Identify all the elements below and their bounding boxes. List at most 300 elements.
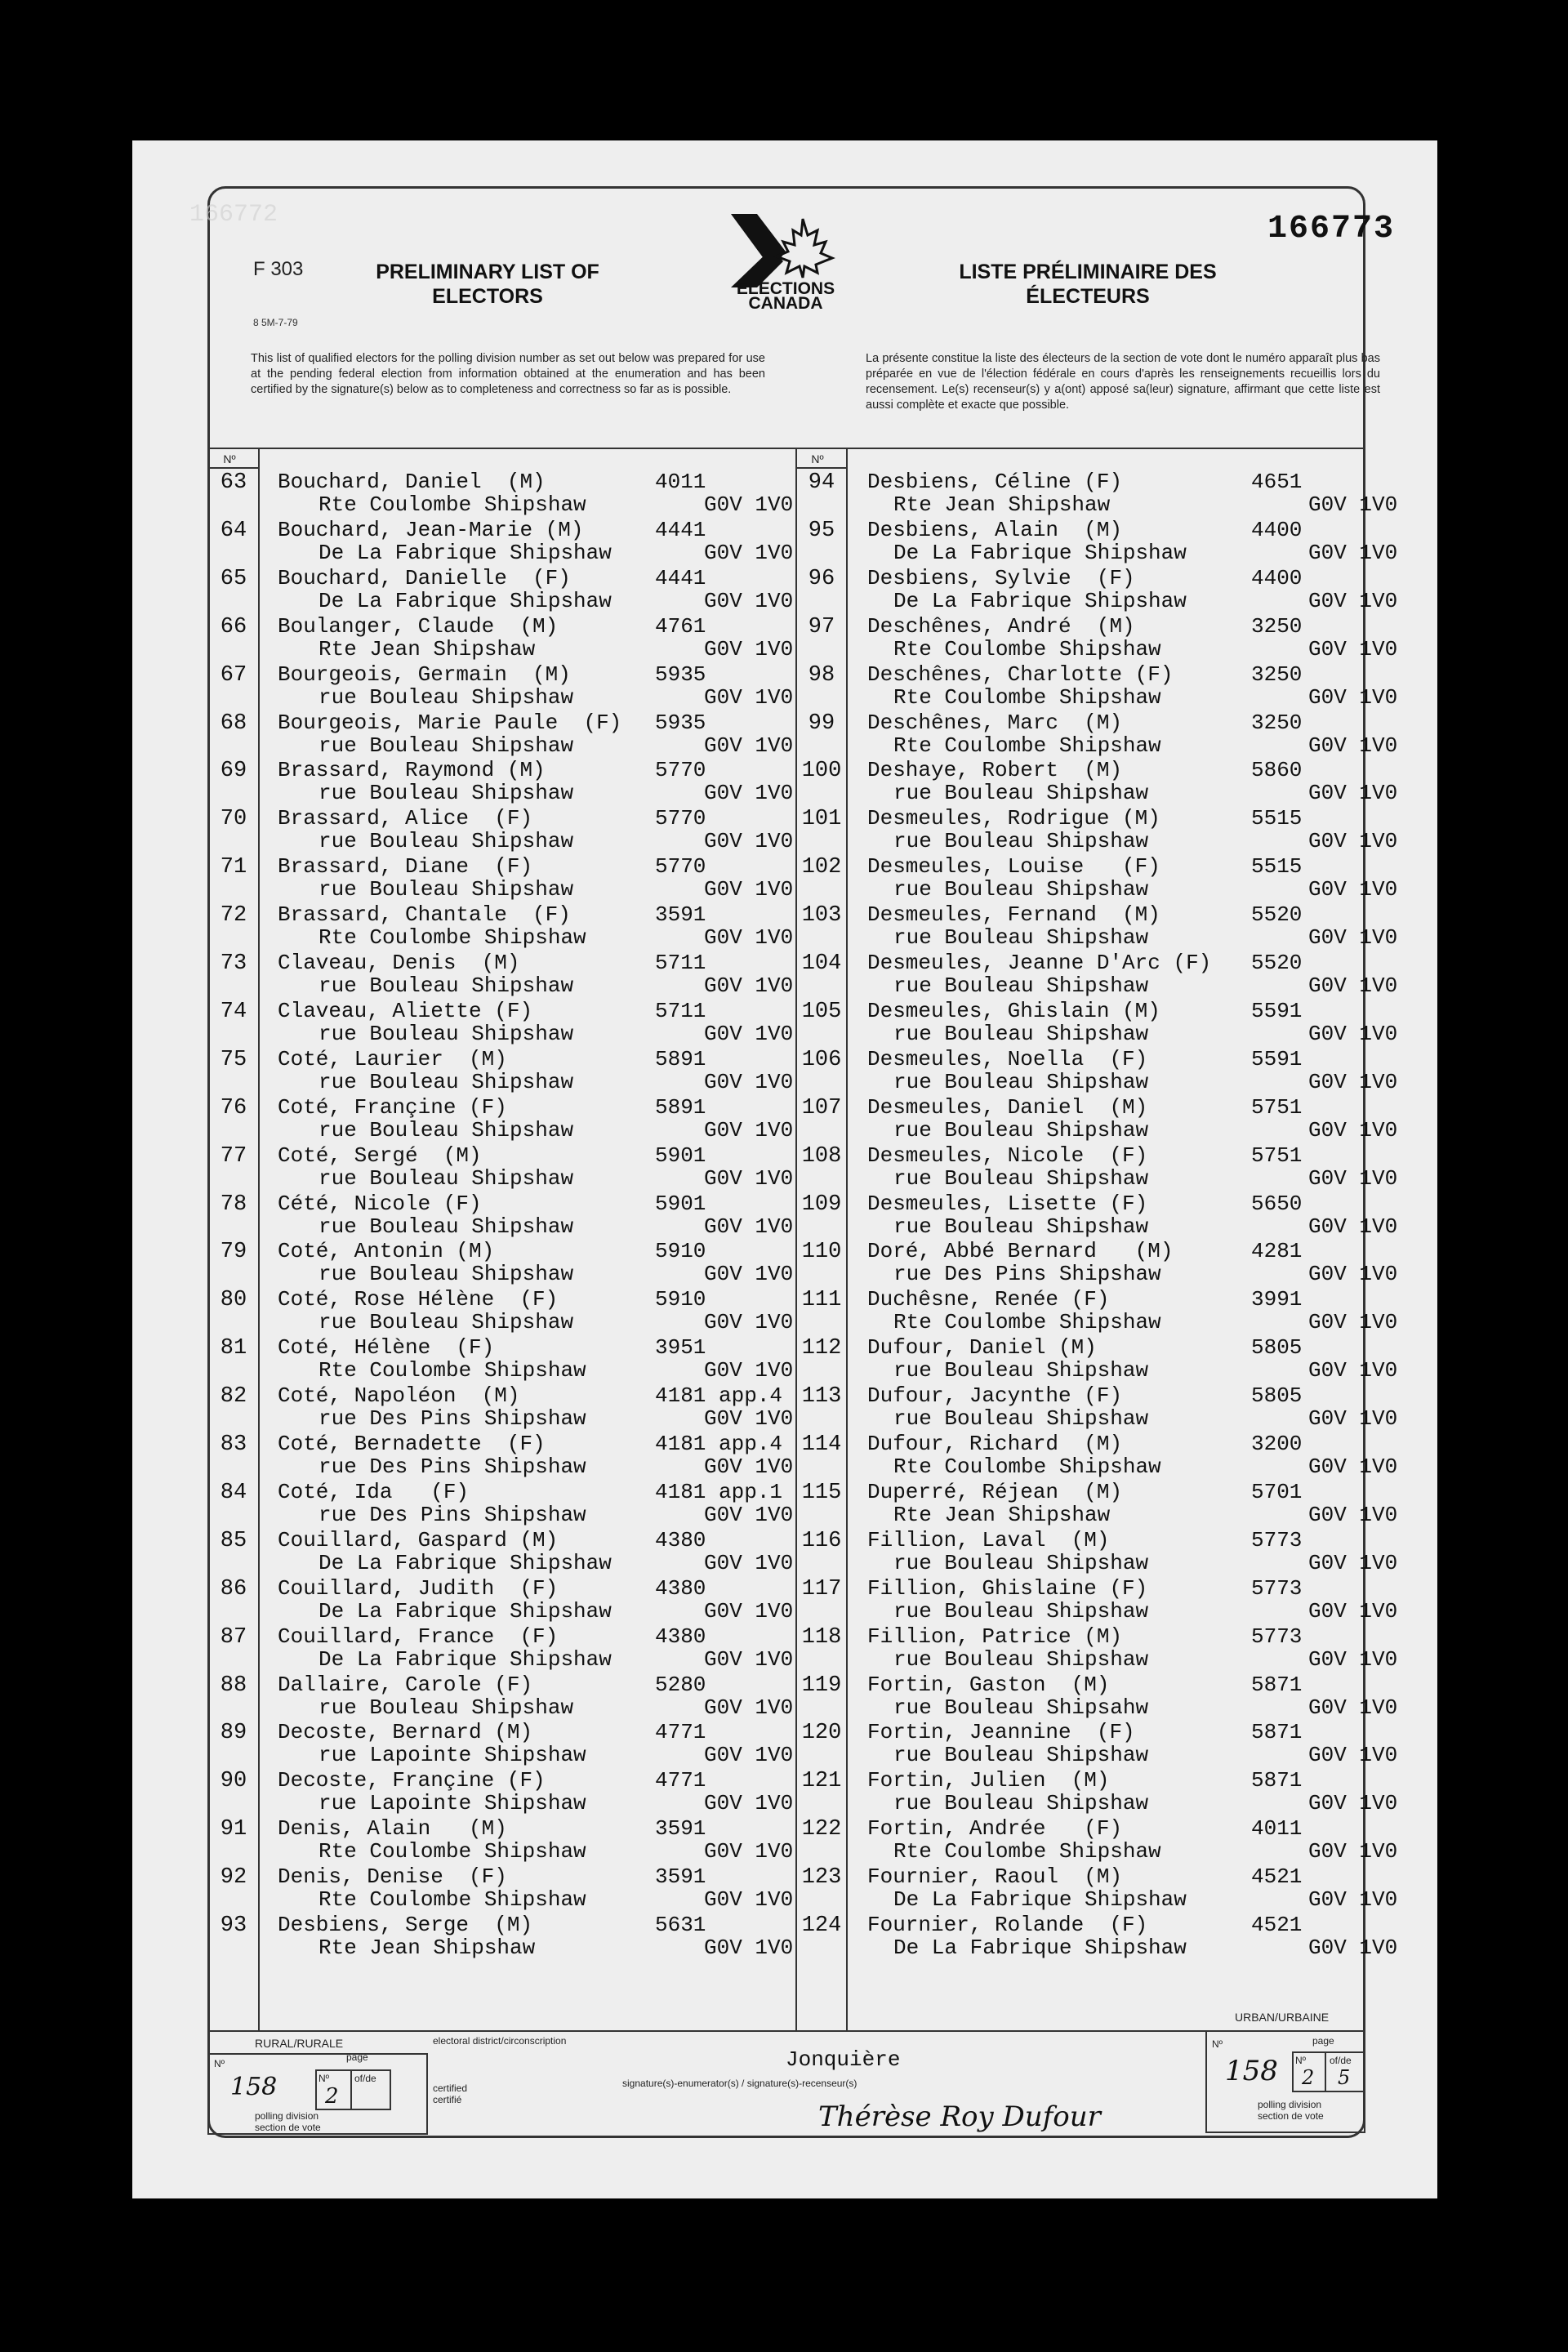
elector-number: 72 xyxy=(220,903,247,929)
elector-postal-code: G0V 1V0 xyxy=(704,877,794,902)
elector-number: 119 xyxy=(801,1673,842,1698)
elector-number: 81 xyxy=(220,1336,247,1361)
elector-street: rue Des Pins Shipshaw xyxy=(318,1502,586,1527)
elector-house-number: 4771 xyxy=(655,1768,706,1793)
elector-number: 69 xyxy=(220,759,247,784)
elector-name: Claveau, Denis (M) xyxy=(278,951,520,975)
elector-house-number: 4380 xyxy=(655,1624,706,1649)
elector-house-number: 5711 xyxy=(655,951,706,975)
rural-page-no-label: Nº xyxy=(318,2073,330,2084)
elector-name: Desmeules, Ghislain (M) xyxy=(867,998,1160,1023)
elector-house-number: 4181 app.1 xyxy=(655,1479,783,1504)
elector-house-number: 4380 xyxy=(655,1527,706,1552)
elector-postal-code: G0V 1V0 xyxy=(1308,636,1398,662)
elector-house-number: 5860 xyxy=(1251,758,1303,783)
elector-street: rue Bouleau Shipshaw xyxy=(893,1791,1149,1816)
elector-house-number: 4380 xyxy=(655,1575,706,1601)
elector-name: Duchêsne, Renée (F) xyxy=(867,1287,1110,1312)
elector-house-number: 5910 xyxy=(655,1239,706,1264)
elector-street: rue Bouleau Shipshaw xyxy=(893,1358,1149,1383)
elector-street: De La Fabrique Shipshaw xyxy=(318,1646,612,1672)
urban-of-label: of/de xyxy=(1330,2055,1352,2066)
elector-name: Desbiens, Serge (M) xyxy=(278,1913,533,1937)
elector-number: 124 xyxy=(801,1913,842,1938)
elector-house-number: 5805 xyxy=(1251,1383,1303,1409)
elector-name: Desmeules, Fernand (M) xyxy=(867,902,1160,928)
elector-name: Deschênes, Marc (M) xyxy=(867,710,1123,735)
elector-postal-code: G0V 1V0 xyxy=(704,1791,794,1816)
elector-postal-code: G0V 1V0 xyxy=(704,1550,794,1575)
elector-street: Rte Jean Shipshaw xyxy=(893,492,1111,517)
form-print-date: 8 5M-7-79 xyxy=(253,317,298,328)
elector-house-number: 5773 xyxy=(1251,1624,1303,1649)
elector-postal-code: G0V 1V0 xyxy=(1308,1310,1398,1335)
elector-name: Fortin, Julien (M) xyxy=(867,1768,1110,1793)
signature-label: signature(s)-enumerator(s) / signature(s)-recenseur(s) xyxy=(622,2078,858,2089)
elector-street: Rte Coulombe Shipshaw xyxy=(318,1839,586,1864)
elector-name: Dufour, Richard (M) xyxy=(867,1432,1123,1456)
elector-number: 93 xyxy=(220,1913,247,1938)
elector-name: Desmeules, Rodrigue (M) xyxy=(867,806,1160,831)
elector-postal-code: G0V 1V0 xyxy=(704,1069,794,1094)
elector-street: rue Lapointe Shipshaw xyxy=(318,1743,586,1768)
elector-name: Coté, Bernadette (F) xyxy=(278,1432,546,1456)
elector-postal-code: G0V 1V0 xyxy=(704,1165,794,1191)
elector-name: Coté, Laurier (M) xyxy=(278,1046,507,1071)
header-divider xyxy=(207,448,1365,449)
elector-street: rue Lapointe Shipshaw xyxy=(318,1791,586,1816)
elector-street: rue Bouleau Shipshaw xyxy=(318,1165,574,1191)
elector-name: Brassard, Raymond (M) xyxy=(278,758,546,783)
elector-number: 85 xyxy=(220,1528,247,1553)
elector-house-number: 5520 xyxy=(1251,951,1303,975)
elector-postal-code: G0V 1V0 xyxy=(1308,781,1398,806)
elector-house-number: 5701 xyxy=(1251,1479,1303,1504)
elector-name: Claveau, Aliette (F) xyxy=(278,998,533,1023)
elector-street: rue Bouleau Shipshaw xyxy=(318,973,574,998)
elector-postal-code: G0V 1V0 xyxy=(1308,1695,1398,1720)
elector-street: Rte Jean Shipshaw xyxy=(893,1502,1111,1527)
elector-postal-code: G0V 1V0 xyxy=(704,588,794,613)
elector-number: 113 xyxy=(801,1384,842,1410)
elector-name: Cété, Nicole (F) xyxy=(278,1191,482,1216)
elector-house-number: 3591 xyxy=(655,902,706,928)
elector-postal-code: G0V 1V0 xyxy=(1308,1791,1398,1816)
elector-house-number: 3200 xyxy=(1251,1432,1303,1456)
elector-house-number: 4521 xyxy=(1251,1864,1303,1890)
elector-name: Decoste, Bernard (M) xyxy=(278,1720,533,1745)
elector-street: rue Bouleau Shipshaw xyxy=(893,1743,1149,1768)
elector-postal-code: G0V 1V0 xyxy=(1308,1165,1398,1191)
elector-street: rue Bouleau Shipshaw xyxy=(893,1550,1149,1575)
elector-name: Dufour, Jacynthe (F) xyxy=(867,1383,1123,1409)
elector-street: Rte Jean Shipshaw xyxy=(318,1936,536,1960)
elector-postal-code: G0V 1V0 xyxy=(704,925,794,951)
elector-name: Fortin, Jeannine (F) xyxy=(867,1720,1135,1745)
elector-name: Deshaye, Robert (M) xyxy=(867,758,1123,783)
intro-text-english: This list of qualified electors for the polling division number as set out below was prepared for use at the pending federal election from information obtained at the enumeration and has been certified by the signature(s) below as to completeness and correctness so far as is possible. xyxy=(251,352,765,396)
rural-label: RURAL/RURALE xyxy=(255,2037,344,2050)
elector-postal-code: G0V 1V0 xyxy=(1308,1550,1398,1575)
elector-postal-code: G0V 1V0 xyxy=(704,1117,794,1143)
elector-number: 80 xyxy=(220,1288,247,1313)
elector-postal-code: G0V 1V0 xyxy=(1308,540,1398,565)
elector-name: Coté, Ida (F) xyxy=(278,1479,470,1504)
elector-name: Brassard, Chantale (F) xyxy=(278,902,571,928)
elector-house-number: 5591 xyxy=(1251,1046,1303,1071)
elector-street: rue Bouleau Shipshaw xyxy=(893,1117,1149,1143)
elector-number: 114 xyxy=(801,1432,842,1457)
elector-number: 88 xyxy=(220,1673,247,1698)
elector-number: 95 xyxy=(808,518,835,543)
elector-name: Desmeules, Lisette (F) xyxy=(867,1191,1148,1216)
elector-postal-code: G0V 1V0 xyxy=(1308,1598,1398,1624)
rural-polling-number: 158 xyxy=(230,2073,278,2101)
elector-number: 123 xyxy=(801,1865,842,1891)
elector-street: rue Bouleau Shipshaw xyxy=(893,1598,1149,1624)
elector-street: rue Bouleau Shipshaw xyxy=(318,829,574,854)
elector-street: rue Bouleau Shipshaw xyxy=(893,829,1149,854)
elector-postal-code: G0V 1V0 xyxy=(1308,1936,1398,1960)
elector-postal-code: G0V 1V0 xyxy=(1308,1887,1398,1913)
elector-number: 109 xyxy=(801,1192,842,1217)
elector-number: 102 xyxy=(801,855,842,880)
elections-canada-logo xyxy=(724,212,847,310)
elector-name: Desbiens, Céline (F) xyxy=(867,470,1123,494)
elector-postal-code: G0V 1V0 xyxy=(704,829,794,854)
elector-postal-code: G0V 1V0 xyxy=(1308,1069,1398,1094)
elector-number: 74 xyxy=(220,999,247,1024)
elector-postal-code: G0V 1V0 xyxy=(704,1887,794,1913)
title-english: PRELIMINARY LIST OF ELECTORS xyxy=(376,261,599,308)
elector-name: Bourgeois, Marie Paule (F) xyxy=(278,710,622,735)
left-number-header: Nº xyxy=(223,452,236,466)
elector-name: Coté, Hélène (F) xyxy=(278,1335,495,1361)
elector-number: 87 xyxy=(220,1624,247,1650)
elector-number: 107 xyxy=(801,1095,842,1120)
elector-postal-code: G0V 1V0 xyxy=(1308,925,1398,951)
elector-postal-code: G0V 1V0 xyxy=(704,1646,794,1672)
elector-number: 90 xyxy=(220,1769,247,1794)
elector-number: 82 xyxy=(220,1384,247,1410)
elector-name: Deschênes, Charlotte (F) xyxy=(867,662,1174,687)
elector-postal-code: G0V 1V0 xyxy=(704,1214,794,1239)
elector-name: Coté, Françine (F) xyxy=(278,1094,507,1120)
elector-name: Fortin, Andrée (F) xyxy=(867,1816,1123,1842)
elector-street: rue Bouleau Shipshaw xyxy=(318,1214,574,1239)
elector-postal-code: G0V 1V0 xyxy=(704,733,794,758)
elector-house-number: 5871 xyxy=(1251,1672,1303,1697)
urban-page-number: 2 xyxy=(1302,2066,1315,2089)
elector-house-number: 5711 xyxy=(655,998,706,1023)
urban-label: URBAN/URBAINE xyxy=(1235,2011,1330,2024)
elector-number: 104 xyxy=(801,951,842,976)
elector-street: De La Fabrique Shipshaw xyxy=(893,540,1187,565)
elector-number: 67 xyxy=(220,662,247,688)
elector-street: De La Fabrique Shipshaw xyxy=(893,1936,1187,1960)
elector-house-number: 5910 xyxy=(655,1287,706,1312)
elector-house-number: 4400 xyxy=(1251,517,1303,542)
elector-house-number: 5280 xyxy=(655,1672,706,1697)
elector-street: Rte Coulombe Shipshaw xyxy=(893,1454,1161,1479)
elector-street: rue Bouleau Shipshaw xyxy=(318,1117,574,1143)
middle-column-rule-right xyxy=(846,448,848,2030)
elector-postal-code: G0V 1V0 xyxy=(704,1598,794,1624)
elector-postal-code: G0V 1V0 xyxy=(1308,1358,1398,1383)
intro-text-french: La présente constitue la liste des électeurs de la section de vote dont le numéro apparaît plus bas préparée en vue de l'élection fédérale en cours d'après les renseignements recueillis lors du recensement. Le(s) recenseur(s) y a(ont) apposé sa(leur) signature, affirmant que cette liste est aussi complète et exacte que possible. xyxy=(866,352,1380,412)
left-number-column-rule xyxy=(258,448,260,2030)
rural-no-label: Nº xyxy=(214,2058,225,2069)
elector-name: Dufour, Daniel (M) xyxy=(867,1335,1097,1361)
elector-number: 96 xyxy=(808,566,835,591)
elector-house-number: 4441 xyxy=(655,565,706,590)
elector-house-number: 4400 xyxy=(1251,565,1303,590)
elector-name: Decoste, Françine (F) xyxy=(278,1768,546,1793)
serial-number: 166773 xyxy=(1267,211,1396,247)
rural-of-label: of/de xyxy=(354,2073,376,2084)
elector-name: Coté, Napoléon (M) xyxy=(278,1383,520,1409)
elector-street: Rte Coulombe Shipshaw xyxy=(893,1839,1161,1864)
elector-postal-code: G0V 1V0 xyxy=(1308,1839,1398,1864)
elector-postal-code: G0V 1V0 xyxy=(1308,1406,1398,1432)
rural-section-de-vote-label: section de vote xyxy=(255,2122,321,2133)
elector-postal-code: G0V 1V0 xyxy=(1308,1021,1398,1046)
elector-number: 101 xyxy=(801,807,842,832)
elector-name: Duperré, Réjean (M) xyxy=(867,1479,1123,1504)
elector-street: rue Bouleau Shipshaw xyxy=(318,684,574,710)
elector-name: Desmeules, Daniel (M) xyxy=(867,1094,1148,1120)
elector-house-number: 5891 xyxy=(655,1094,706,1120)
elector-number: 98 xyxy=(808,662,835,688)
elector-number: 112 xyxy=(801,1336,842,1361)
elector-name: Coté, Sergé (M) xyxy=(278,1143,482,1168)
elector-postal-code: G0V 1V0 xyxy=(704,540,794,565)
elector-street: Rte Coulombe Shipshaw xyxy=(893,733,1161,758)
elector-street: rue Des Pins Shipshaw xyxy=(318,1406,586,1432)
elector-name: Brassard, Diane (F) xyxy=(278,854,533,880)
elector-house-number: 5871 xyxy=(1251,1720,1303,1745)
elector-postal-code: G0V 1V0 xyxy=(704,1358,794,1383)
elector-postal-code: G0V 1V0 xyxy=(1308,492,1398,517)
elector-name: Fillion, Ghislaine (F) xyxy=(867,1575,1148,1601)
elector-number: 105 xyxy=(801,999,842,1024)
elector-street: rue Bouleau Shipshaw xyxy=(893,877,1149,902)
elector-house-number: 5770 xyxy=(655,806,706,831)
elector-number: 99 xyxy=(808,710,835,736)
elector-street: De La Fabrique Shipshaw xyxy=(318,1550,612,1575)
elector-house-number: 4441 xyxy=(655,517,706,542)
elector-number: 77 xyxy=(220,1143,247,1169)
elector-number: 64 xyxy=(220,518,247,543)
elector-name: Fournier, Rolande (F) xyxy=(867,1913,1148,1937)
urban-page-no-label: Nº xyxy=(1295,2055,1307,2066)
elector-street: De La Fabrique Shipshaw xyxy=(318,1598,612,1624)
elector-house-number: 4011 xyxy=(1251,1816,1303,1842)
elector-name: Desmeules, Louise (F) xyxy=(867,854,1160,880)
bleed-through-serial: 166772 xyxy=(189,201,278,229)
voter-list-sheet xyxy=(132,140,1437,2198)
elector-house-number: 5650 xyxy=(1251,1191,1303,1216)
elector-number: 118 xyxy=(801,1624,842,1650)
elector-street: rue Bouleau Shipshaw xyxy=(893,1214,1149,1239)
elector-name: Couillard, Judith (F) xyxy=(278,1575,559,1601)
elector-house-number: 3991 xyxy=(1251,1287,1303,1312)
elector-house-number: 4181 app.4 xyxy=(655,1383,783,1409)
elector-name: Dallaire, Carole (F) xyxy=(278,1672,533,1697)
elector-postal-code: G0V 1V0 xyxy=(704,781,794,806)
elector-street: rue Bouleau Shipshaw xyxy=(318,1069,574,1094)
elector-street: Rte Coulombe Shipshaw xyxy=(893,1310,1161,1335)
elector-street: De La Fabrique Shipshaw xyxy=(893,1887,1187,1913)
elector-postal-code: G0V 1V0 xyxy=(1308,1214,1398,1239)
elector-house-number: 5751 xyxy=(1251,1143,1303,1168)
urban-of-number: 5 xyxy=(1338,2066,1351,2089)
district-value: Jonquière xyxy=(786,2047,901,2072)
elector-name: Bouchard, Jean-Marie (M) xyxy=(278,517,584,542)
elector-house-number: 4281 xyxy=(1251,1239,1303,1264)
elector-street: De La Fabrique Shipshaw xyxy=(318,588,612,613)
elector-name: Desmeules, Noella (F) xyxy=(867,1046,1148,1071)
elector-number: 94 xyxy=(808,470,835,495)
elector-house-number: 5901 xyxy=(655,1191,706,1216)
elector-number: 117 xyxy=(801,1576,842,1601)
elector-postal-code: G0V 1V0 xyxy=(704,973,794,998)
form-code: F 303 xyxy=(253,258,304,280)
elector-number: 70 xyxy=(220,807,247,832)
elector-number: 108 xyxy=(801,1143,842,1169)
elector-number: 79 xyxy=(220,1240,247,1265)
elector-street: rue Bouleau Shipshaw xyxy=(318,1021,574,1046)
elector-name: Couillard, France (F) xyxy=(278,1624,559,1649)
elector-postal-code: G0V 1V0 xyxy=(704,1502,794,1527)
elector-postal-code: G0V 1V0 xyxy=(704,1021,794,1046)
elector-postal-code: G0V 1V0 xyxy=(704,684,794,710)
elector-street: Rte Coulombe Shipshaw xyxy=(318,492,586,517)
elector-house-number: 4521 xyxy=(1251,1913,1303,1937)
elector-name: Doré, Abbé Bernard (M) xyxy=(867,1239,1174,1264)
elector-name: Boulanger, Claude (M) xyxy=(278,613,559,639)
elector-name: Coté, Rose Hélène (F) xyxy=(278,1287,559,1312)
elector-number: 91 xyxy=(220,1817,247,1842)
elector-postal-code: G0V 1V0 xyxy=(704,1406,794,1432)
elector-house-number: 3591 xyxy=(655,1864,706,1890)
elector-name: Desbiens, Sylvie (F) xyxy=(867,565,1135,590)
elector-street: rue Bouleau Shipshaw xyxy=(893,973,1149,998)
urban-polling-division-label: polling division xyxy=(1258,2099,1322,2110)
elector-postal-code: G0V 1V0 xyxy=(1308,1743,1398,1768)
elector-number: 84 xyxy=(220,1480,247,1505)
elector-postal-code: G0V 1V0 xyxy=(704,1936,794,1960)
elector-street: rue Bouleau Shipshaw xyxy=(893,925,1149,951)
elector-number: 68 xyxy=(220,710,247,736)
rural-polling-division-label: polling division xyxy=(255,2110,319,2122)
elector-house-number: 5935 xyxy=(655,710,706,735)
elector-number: 120 xyxy=(801,1721,842,1746)
elector-street: rue Bouleau Shipshaw xyxy=(318,781,574,806)
elector-name: Fournier, Raoul (M) xyxy=(867,1864,1123,1890)
elector-postal-code: G0V 1V0 xyxy=(1308,684,1398,710)
elector-street: rue Bouleau Shipshaw xyxy=(318,1695,574,1720)
elector-house-number: 5591 xyxy=(1251,998,1303,1023)
elector-street: rue Bouleau Shipsahw xyxy=(893,1695,1149,1720)
elector-number: 111 xyxy=(801,1288,842,1313)
elector-number: 97 xyxy=(808,614,835,639)
elector-street: Rte Coulombe Shipshaw xyxy=(893,684,1161,710)
elector-number: 65 xyxy=(220,566,247,591)
elector-street: rue Bouleau Shipshaw xyxy=(318,877,574,902)
elector-name: Bouchard, Daniel (M) xyxy=(278,470,546,494)
elector-house-number: 5773 xyxy=(1251,1575,1303,1601)
elector-number: 73 xyxy=(220,951,247,976)
elector-postal-code: G0V 1V0 xyxy=(1308,588,1398,613)
right-number-header: Nº xyxy=(811,452,824,466)
elector-name: Desmeules, Nicole (F) xyxy=(867,1143,1148,1168)
right-number-header-rule xyxy=(795,467,846,469)
elector-house-number: 5751 xyxy=(1251,1094,1303,1120)
elector-postal-code: G0V 1V0 xyxy=(1308,973,1398,998)
elector-house-number: 4181 app.4 xyxy=(655,1432,783,1456)
elector-number: 71 xyxy=(220,855,247,880)
rural-page-label: page xyxy=(346,2051,368,2063)
elector-street: Rte Coulombe Shipshaw xyxy=(893,636,1161,662)
elector-number: 66 xyxy=(220,614,247,639)
elector-street: rue Bouleau Shipshaw xyxy=(893,1021,1149,1046)
urban-no-label: Nº xyxy=(1212,2038,1223,2050)
elector-street: rue Bouleau Shipshaw xyxy=(318,1262,574,1287)
elector-house-number: 5935 xyxy=(655,662,706,687)
elector-street: rue Bouleau Shipshaw xyxy=(318,733,574,758)
elector-house-number: 3250 xyxy=(1251,613,1303,639)
elector-number: 103 xyxy=(801,903,842,929)
elector-house-number: 5773 xyxy=(1251,1527,1303,1552)
elector-number: 116 xyxy=(801,1528,842,1553)
logo-text-canada: CANADA xyxy=(748,294,823,310)
elector-number: 92 xyxy=(220,1865,247,1891)
elector-house-number: 5901 xyxy=(655,1143,706,1168)
elector-house-number: 5515 xyxy=(1251,854,1303,880)
elector-house-number: 5770 xyxy=(655,758,706,783)
elector-house-number: 4761 xyxy=(655,613,706,639)
elector-street: rue Bouleau Shipshaw xyxy=(893,1406,1149,1432)
elector-house-number: 4651 xyxy=(1251,470,1303,494)
elector-street: rue Bouleau Shipshaw xyxy=(893,781,1149,806)
elector-street: De La Fabrique Shipshaw xyxy=(893,588,1187,613)
certifie-label: certifié xyxy=(433,2094,462,2105)
elector-house-number: 5871 xyxy=(1251,1768,1303,1793)
elector-street: Rte Coulombe Shipshaw xyxy=(318,1358,586,1383)
elector-house-number: 5515 xyxy=(1251,806,1303,831)
elector-postal-code: G0V 1V0 xyxy=(1308,829,1398,854)
elector-street: rue Bouleau Shipshaw xyxy=(318,1310,574,1335)
elector-postal-code: G0V 1V0 xyxy=(704,1695,794,1720)
elector-number: 100 xyxy=(801,759,842,784)
elector-postal-code: G0V 1V0 xyxy=(704,1743,794,1768)
certified-label: certified xyxy=(433,2082,468,2094)
elector-name: Bourgeois, Germain (M) xyxy=(278,662,571,687)
urban-page-label: page xyxy=(1312,2035,1334,2047)
elector-house-number: 3250 xyxy=(1251,662,1303,687)
elector-name: Bouchard, Danielle (F) xyxy=(278,565,571,590)
elector-postal-code: G0V 1V0 xyxy=(704,1310,794,1335)
elector-house-number: 5631 xyxy=(655,1913,706,1937)
elector-number: 89 xyxy=(220,1721,247,1746)
elector-street: rue Des Pins Shipshaw xyxy=(318,1454,586,1479)
elector-number: 63 xyxy=(220,470,247,495)
elector-number: 110 xyxy=(801,1240,842,1265)
elector-street: rue Des Pins Shipshaw xyxy=(893,1262,1161,1287)
elector-number: 76 xyxy=(220,1095,247,1120)
logo-text-elections: ELECTIONS xyxy=(736,279,835,298)
